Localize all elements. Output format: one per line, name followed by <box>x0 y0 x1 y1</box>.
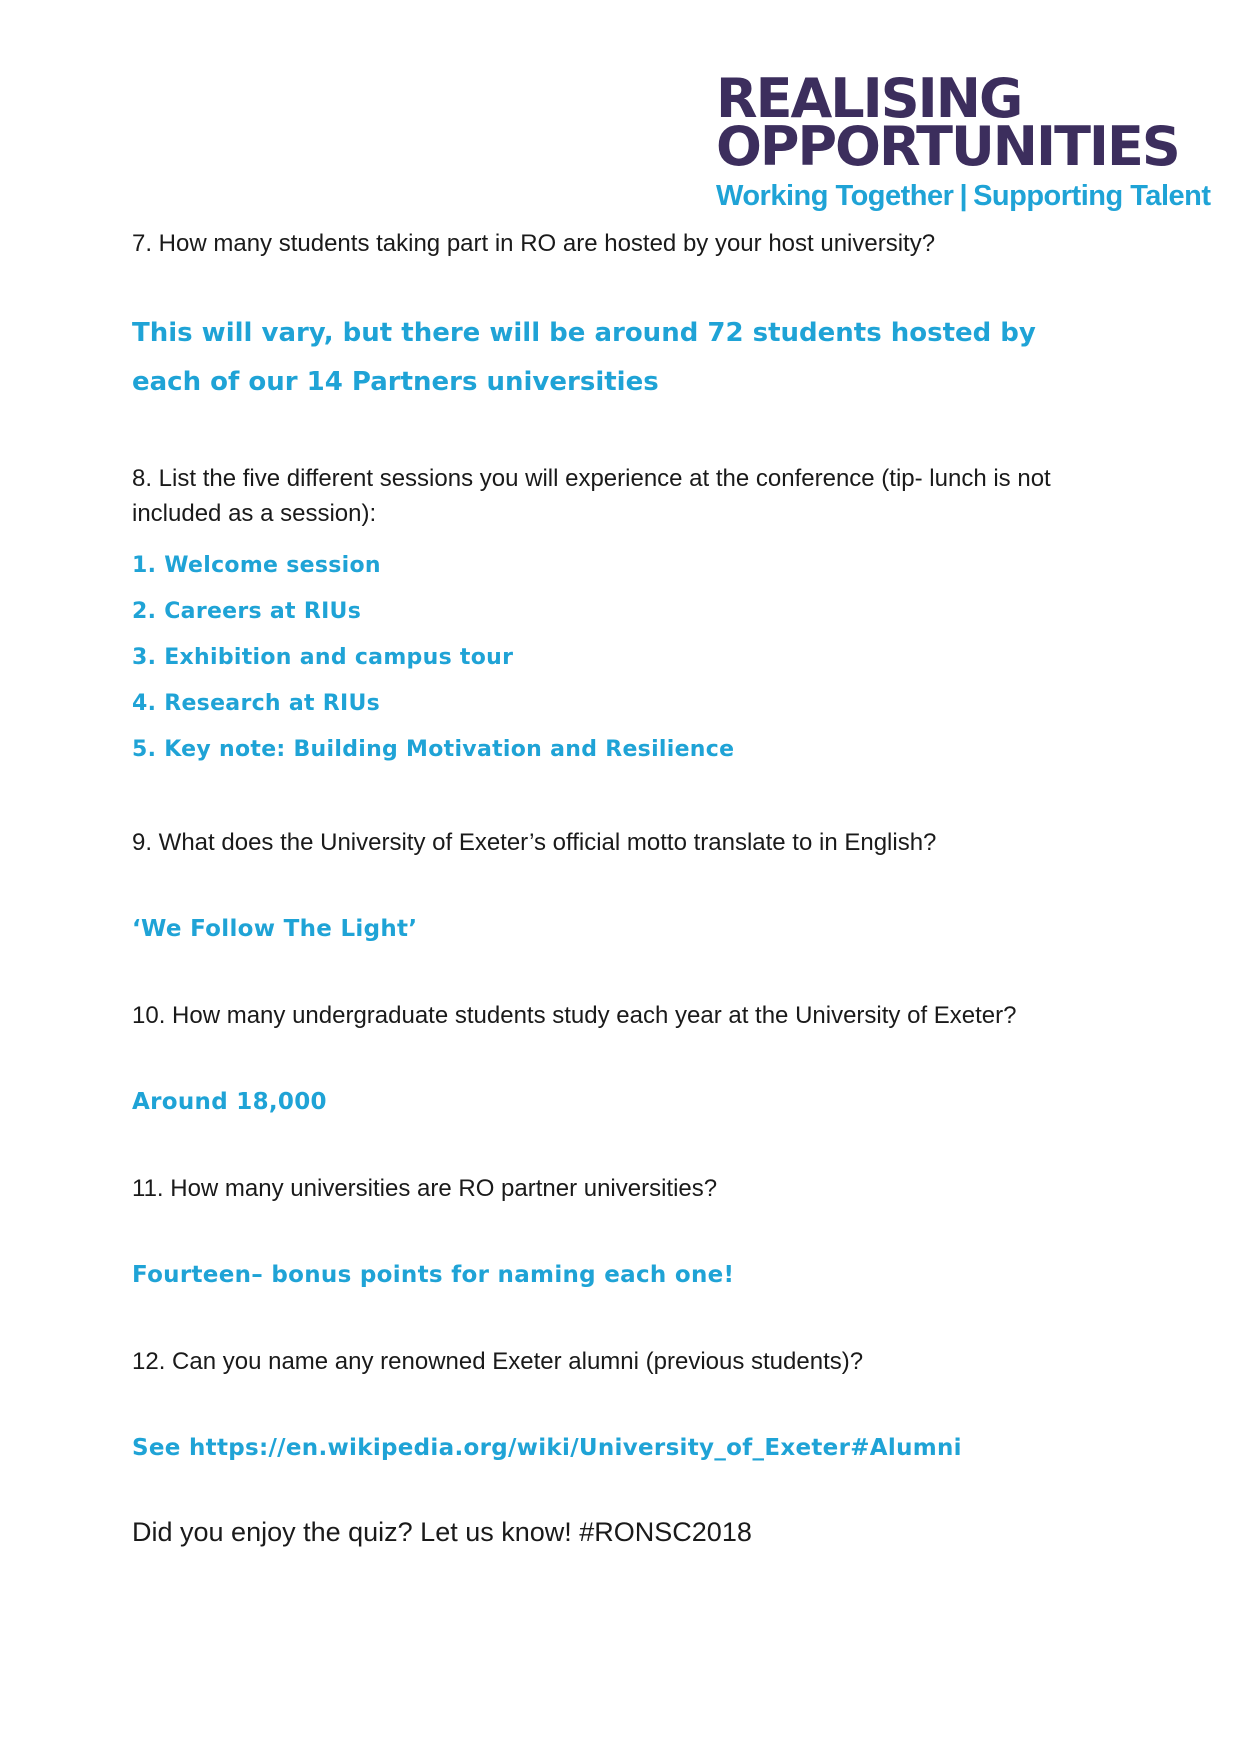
logo-line-realising: REALISING <box>716 67 1022 130</box>
session-item: 5. Key note: Building Motivation and Resilience <box>132 737 735 762</box>
tagline-working-together: Working Together <box>716 180 954 212</box>
logo-line-opportunities: OPPORTUNITIES <box>716 115 1179 178</box>
sessions-list <box>132 543 1112 773</box>
answer-11: Fourteen– bonus points for naming each one! <box>132 1262 735 1288</box>
session-item: 3. Exhibition and campus tour <box>132 645 514 670</box>
answer-9: ‘We Follow The Light’ <box>132 916 418 942</box>
realising-opportunities-logo <box>716 67 1211 213</box>
session-item: 4. Research at RIUs <box>132 691 381 716</box>
answer-7: This will vary, but there will be around 72 students hosted by each of our 14 Partners universities <box>132 318 1036 397</box>
closing-message: Did you enjoy the quiz? Let us know! #RONSC2018 <box>132 1517 752 1547</box>
quiz-content <box>132 226 1112 1548</box>
tagline-separator: | <box>959 180 968 212</box>
logo-tagline <box>716 180 1211 213</box>
question-8: 8. List the five different sessions you will experience at the conference (tip- lunch is not included as a session): <box>132 465 1051 527</box>
question-12: 12. Can you name any renowned Exeter alumni (previous students)? <box>132 1348 864 1375</box>
question-10: 10. How many undergraduate students study each year at the University of Exeter? <box>132 1002 1017 1029</box>
question-11: 11. How many universities are RO partner universities? <box>132 1175 718 1202</box>
session-item: 1. Welcome session <box>132 553 381 578</box>
tagline-supporting-talent: Supporting Talent <box>973 180 1211 212</box>
answer-10: Around 18,000 <box>132 1089 327 1115</box>
question-7: 7. How many students taking part in RO are hosted by your host university? <box>132 230 936 257</box>
answer-12-alumni-link[interactable]: See https://en.wikipedia.org/wiki/University_of_Exeter#Alumni <box>132 1435 962 1461</box>
session-item: 2. Careers at RIUs <box>132 599 362 624</box>
question-9: 9. What does the University of Exeter’s official motto translate to in English? <box>132 829 937 856</box>
